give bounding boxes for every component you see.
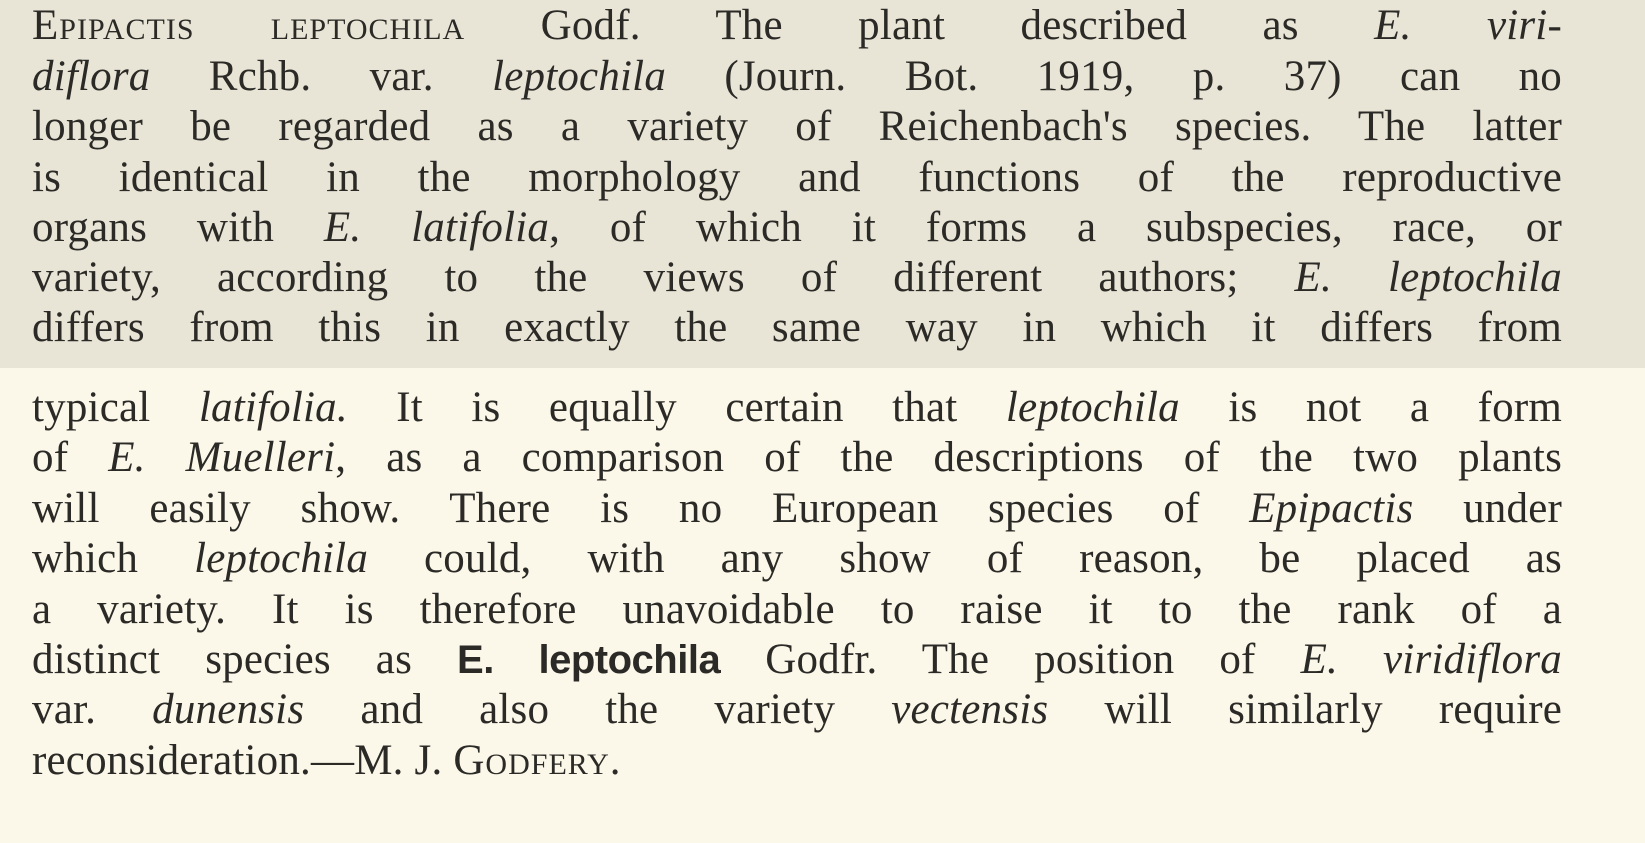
- italic-text: leptochila: [492, 53, 667, 100]
- text-line: [32, 51, 1562, 103]
- text-run: It is equally certain that: [347, 384, 1006, 431]
- italic-text: E. viri-: [1374, 2, 1562, 49]
- text-run: reconsideration.—M. J.: [32, 737, 454, 784]
- text-line: [32, 0, 1562, 52]
- text-line: [32, 584, 1562, 636]
- text-run: typical: [32, 384, 199, 431]
- text-run: and also the variety: [304, 686, 892, 733]
- italic-text: dunensis: [152, 686, 305, 733]
- text-run: , as a comparison of the descriptions of the two plants: [335, 434, 1562, 481]
- italic-text: E. Muelleri: [108, 434, 336, 481]
- text-line: [32, 684, 1562, 736]
- text-line: [32, 152, 1562, 204]
- text-run: will similarly require: [1048, 686, 1562, 733]
- text-run: Godf. The plant described as: [465, 2, 1375, 49]
- italic-text: leptochila: [194, 535, 369, 582]
- italic-text: E. latifolia: [323, 204, 550, 251]
- text-run: , of which it forms a subspecies, race, or: [549, 204, 1563, 251]
- text-run: will easily show. There is no European species of: [32, 485, 1250, 532]
- text-run: Rchb. var.: [150, 53, 493, 100]
- text-run: of: [32, 434, 109, 481]
- italic-text: latifolia.: [198, 384, 348, 431]
- text-run: is not a form: [1179, 384, 1562, 431]
- text-line: [32, 634, 1562, 686]
- text-run: could, with any show of reason, be placed as: [368, 535, 1562, 582]
- text-line: [32, 101, 1562, 153]
- text-run: (Journ. Bot. 1919, p. 37) can no: [666, 53, 1562, 100]
- small-caps-text: Godfery.: [453, 737, 622, 784]
- text-line: [32, 252, 1562, 304]
- text-line: [32, 382, 1562, 434]
- text-run: variety, according to the views of different authors;: [32, 254, 1295, 301]
- text-run: a variety. It is therefore unavoidable to raise it to the rank of a: [32, 586, 1562, 633]
- text-line: [32, 432, 1562, 484]
- text-line: [32, 735, 1562, 787]
- italic-text: leptochila: [1005, 384, 1180, 431]
- small-caps-text: Epipactis leptochila: [32, 2, 466, 49]
- species-name-bold: E. leptochila: [457, 638, 721, 682]
- text-run: longer be regarded as a variety of Reichenbach's species. The latter: [32, 103, 1562, 150]
- text-line: [32, 533, 1562, 585]
- text-line: [32, 302, 1562, 354]
- text-run: organs with: [32, 204, 324, 251]
- text-line: [32, 483, 1562, 535]
- text-run: which: [32, 535, 195, 582]
- text-run: is identical in the morphology and functions of the reproductive: [32, 154, 1562, 201]
- text-run: distinct species as: [32, 636, 458, 683]
- italic-text: Epipactis: [1249, 485, 1414, 532]
- italic-text: E. leptochila: [1294, 254, 1562, 301]
- text-run: Godfr. The position of: [720, 636, 1301, 683]
- text-run: differs from this in exactly the same way in which it differs from: [32, 304, 1562, 351]
- italic-text: vectensis: [891, 686, 1049, 733]
- italic-text: E. viridiflora: [1300, 636, 1563, 683]
- text-run: var.: [32, 686, 153, 733]
- italic-text: diflora: [32, 53, 151, 100]
- text-run: under: [1413, 485, 1563, 532]
- text-line: [32, 202, 1562, 254]
